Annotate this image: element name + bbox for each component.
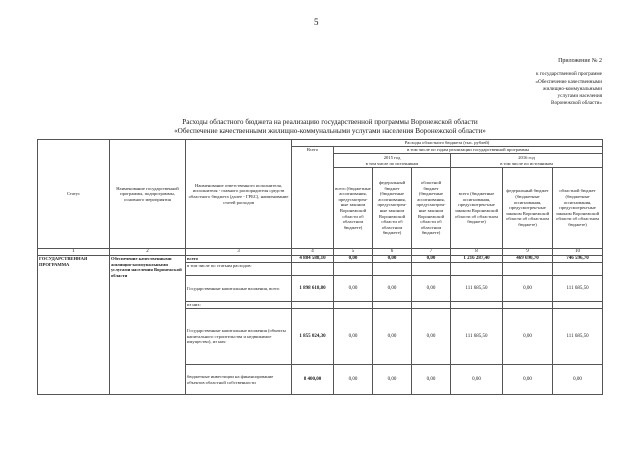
header-2016-federal: федеральный бюджет (бюджетные ассигнования, предусмотрен-ные законом Воронежской области об областном бюджете) — [503, 168, 553, 249]
value-2016-regional: 111 685,50 — [553, 276, 603, 302]
row-label: Государственные капитальные вложения (объекты капитального строительства и недвижимое имущество), из них: — [186, 309, 292, 365]
header-2016-total: всего (бюджетные ассигнования, предусмотрен-ные законом Воронежской области об областном бюджете) — [451, 168, 503, 249]
column-number: 2 — [110, 249, 186, 256]
header-2015-federal: федеральный бюджет (бюджетные ассигнования, предусмотрен-ные законом Воронежской области об областном бюджете) — [373, 168, 412, 249]
appendix-line: услугами населения — [557, 93, 602, 100]
row-label: всего — [186, 256, 292, 263]
value-2016-federal: 0,00 — [503, 365, 553, 395]
value-2015-regional: 0,00 — [412, 309, 451, 365]
appendix-line: к государственной программе — [536, 71, 602, 78]
value-total: 1 855 024,30 — [292, 309, 334, 365]
status-cell: ГОСУДАРСТВЕННАЯ ПРОГРАММА — [38, 256, 110, 395]
value-total: 1 898 618,80 — [292, 276, 334, 302]
value-2016-federal: 469 690,70 — [503, 256, 553, 263]
value-2015-regional: 0,00 — [412, 365, 451, 395]
header-status: Статус — [38, 140, 110, 249]
appendix-note — [482, 58, 602, 108]
title-line: Расходы областного бюджета на реализацию государственной программы Воронежской области — [182, 118, 478, 126]
value-2016-federal — [503, 302, 553, 309]
value-2015-federal — [373, 263, 412, 276]
column-number: 6 — [373, 249, 412, 256]
header-year-2016 — [451, 154, 603, 168]
value-2015-federal: 0,00 — [373, 276, 412, 302]
column-number: 3 — [186, 249, 292, 256]
sources-label: в том числе по источникам — [365, 160, 419, 166]
value-2015-regional — [412, 263, 451, 276]
row-label: в том числе по статьям расходов: — [186, 263, 292, 276]
column-number: 1 — [38, 249, 110, 256]
value-2016-regional — [553, 263, 603, 276]
value-2015-regional: 0,00 — [412, 276, 451, 302]
value-2015-total: 0,00 — [334, 309, 373, 365]
sources-label: в том числе по источникам — [500, 160, 553, 166]
appendix-label: Приложение № 2 — [558, 58, 602, 64]
budget-table — [37, 139, 603, 395]
column-number: 9 — [503, 249, 553, 256]
title-line: «Обеспечение качественными жилищно-коммунальными услугами населения Воронежской области» — [174, 127, 486, 135]
table-row — [38, 256, 603, 263]
header-2016-regional: областной бюджет (бюджетные ассигнования, предусмотрен-ные законом Воронежской области об областном бюджете) — [553, 168, 603, 249]
header-executor: Наименование ответственного исполнителя, исполнителя - главного распорядителя средств областного бюджета (далее - ГРБС), наименование статей расходов — [186, 140, 292, 249]
header-year-2015 — [334, 154, 451, 168]
row-label: из них: — [186, 302, 292, 309]
value-2015-total — [334, 302, 373, 309]
year-label: 2016 год — [518, 154, 535, 160]
header-2015-regional: областной бюджет (бюджетные ассигнования, предусмотрен-ные законом Воронежской области об областном бюджете) — [412, 168, 451, 249]
value-2015-regional: 0,00 — [412, 256, 451, 263]
value-2016-total: 111 685,50 — [451, 309, 503, 365]
value-2016-total: 0,00 — [451, 365, 503, 395]
document-title — [100, 118, 560, 136]
value-2015-federal: 0,00 — [373, 256, 412, 263]
value-2015-total: 0,00 — [334, 256, 373, 263]
value-2015-total — [334, 263, 373, 276]
page-number: 5 — [314, 17, 319, 27]
row-label: Государственные капитальные вложения, всего — [186, 276, 292, 302]
header-budget-group: Расходы областного бюджета (тыс. рублей) — [292, 140, 603, 147]
value-2016-total: 111 685,50 — [451, 276, 503, 302]
column-number: 8 — [451, 249, 503, 256]
header-by-years: в том числе по годам реализации государственной программы — [334, 147, 603, 154]
value-2016-regional: 0,00 — [553, 365, 603, 395]
appendix-line: Воронежской области» — [551, 100, 602, 107]
column-number: 4 — [292, 249, 334, 256]
value-2016-regional — [553, 302, 603, 309]
value-2016-federal: 0,00 — [503, 309, 553, 365]
value-2016-federal: 0,00 — [503, 276, 553, 302]
value-2016-regional: 746 596,70 — [553, 256, 603, 263]
value-total — [292, 302, 334, 309]
value-2015-regional — [412, 302, 451, 309]
program-name-cell: Обеспечение качественными жилищно-коммунальными услугами населения Воронежской области — [110, 256, 186, 395]
appendix-line: жилищно-коммунальными — [542, 85, 602, 92]
year-label: 2015 год — [383, 154, 401, 160]
header-program-name: Наименование государственной программы, подпрограммы, основного мероприятия — [110, 140, 186, 249]
column-number: 10 — [553, 249, 603, 256]
value-total — [292, 263, 334, 276]
value-2016-total: 1 216 287,40 — [451, 256, 503, 263]
row-label: бюджетные инвестиции на финансирование объектов областной собственности — [186, 365, 292, 395]
value-2015-federal: 0,00 — [373, 309, 412, 365]
value-2016-federal — [503, 263, 553, 276]
value-2016-total — [451, 263, 503, 276]
value-2015-total: 0,00 — [334, 365, 373, 395]
header-2015-total: всего (бюджетные ассигнования, предусмотрен-ные законом Воронежской области об областном бюджете) — [334, 168, 373, 249]
header-total: Всего — [292, 147, 334, 249]
value-total: 8 400,00 — [292, 365, 334, 395]
value-2015-total: 0,00 — [334, 276, 373, 302]
value-2015-federal: 0,00 — [373, 365, 412, 395]
column-number: 7 — [412, 249, 451, 256]
value-2015-federal — [373, 302, 412, 309]
appendix-line: «Обеспечение качественными — [535, 78, 602, 85]
value-total: 4 884 588,10 — [292, 256, 334, 263]
value-2016-regional: 111 685,50 — [553, 309, 603, 365]
value-2016-total — [451, 302, 503, 309]
column-number: 5 — [334, 249, 373, 256]
